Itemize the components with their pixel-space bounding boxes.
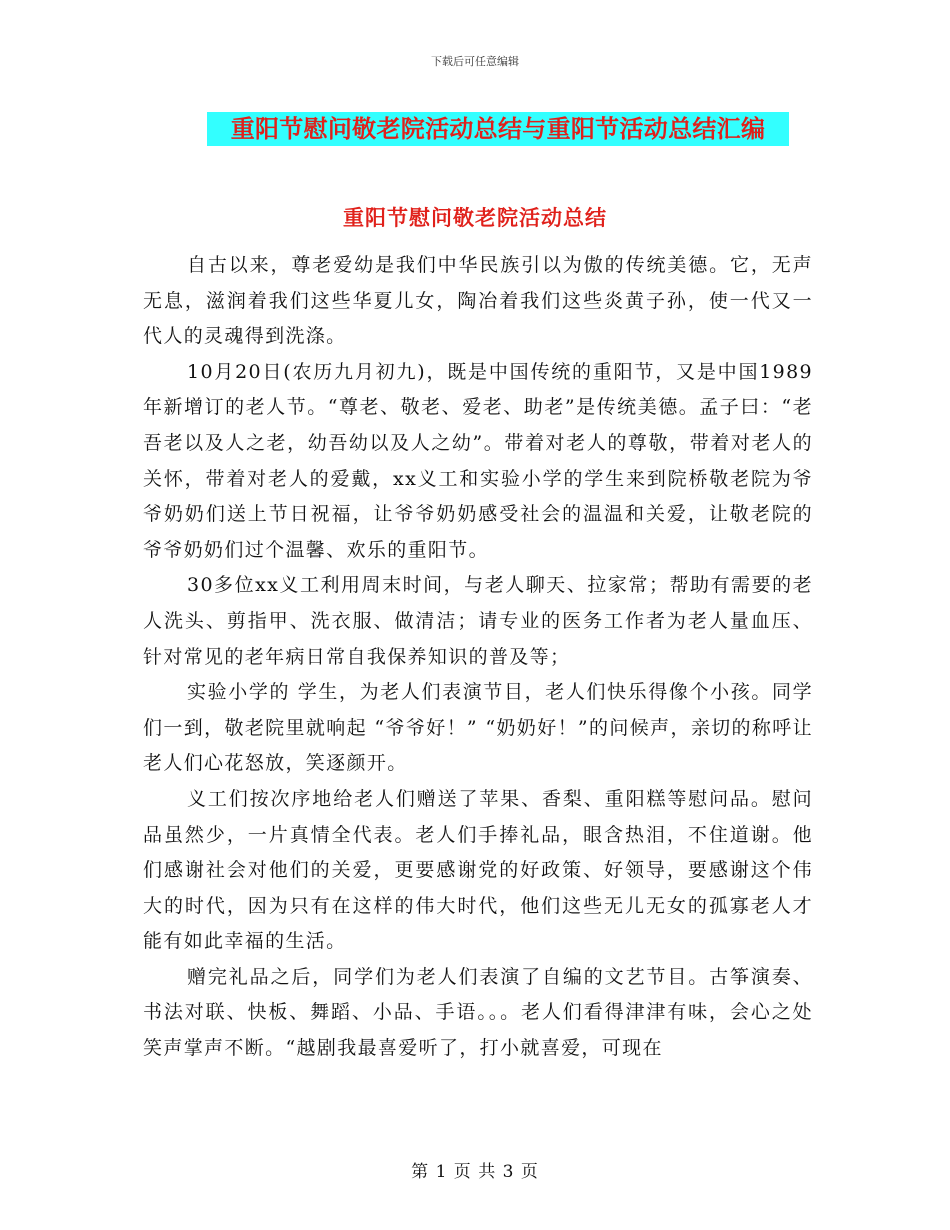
paragraph: 赠完礼品之后，同学们为老人们表演了自编的文艺节目。古筝演奏、书法对联、快板、舞蹈、小品、手语。。。老人们看得津津有味，会心之处笑声掌声不断。“越剧我最喜爱听了，打小就喜爱，可现在 — [143, 965, 813, 1060]
paragraph: 30多位xx义工利用周末时间，与老人聊天、拉家常；帮助有需要的老人洗头、剪指甲、洗衣服、做清洁；请专业的医务工作者为老人量血压、针对常见的老年病日常自我保养知识的普及等； — [143, 574, 813, 668]
paragraph: 自古以来，尊老爱幼是我们中华民族引以为傲的传统美德。它，无声无息，滋润着我们这些华夏儿女，陶冶着我们这些炎黄子孙，使一代又一代人的灵魂得到洗涤。 — [143, 254, 813, 348]
sub-title: 重阳节慰问敬老院活动总结 — [343, 205, 607, 230]
main-title: 重阳节慰问敬老院活动总结与重阳节活动总结汇编 — [230, 114, 766, 143]
body-text — [143, 248, 813, 1067]
main-title-highlight — [207, 112, 789, 146]
header-note: 下载后可任意编辑 — [431, 55, 519, 68]
paragraph: 实验小学的 学生，为老人们表演节目，老人们快乐得像个小孩。同学们一到，敬老院里就响起 “爷爷好！” “奶奶好！”的问候声，亲切的称呼让老人们心花怒放，笑逐颜开。 — [143, 681, 813, 775]
paragraph: 10月20日(农历九月初九)，既是中国传统的重阳节，又是中国1989年新增订的老人节。“尊老、敬老、爱老、助老”是传统美德。孟子曰：“老吾老以及人之老，幼吾幼以及人之幼”。带着对老人的尊敬，带着对老人的关怀，带着对老人的爱戴，xx义工和实验小学的学生来到院桥敬老院为爷爷奶奶们送上节日祝福，让爷爷奶奶感受社会的温温和关爱，让敬老院的爷爷奶奶们过个温馨、欢乐的重阳节。 — [143, 360, 813, 561]
paragraph: 义工们按次序地给老人们赠送了苹果、香梨、重阳糕等慰问品。慰问品虽然少，一片真情全代表。老人们手捧礼品，眼含热泪，不住道谢。他们感谢社会对他们的关爱，更要感谢党的好政策、好领导，要感谢这个伟大的时代，因为只有在这样的伟大时代，他们这些无儿无女的孤寡老人才能有如此幸福的生活。 — [143, 787, 813, 953]
page-footer: 第 1 页 共 3 页 — [411, 1162, 539, 1182]
